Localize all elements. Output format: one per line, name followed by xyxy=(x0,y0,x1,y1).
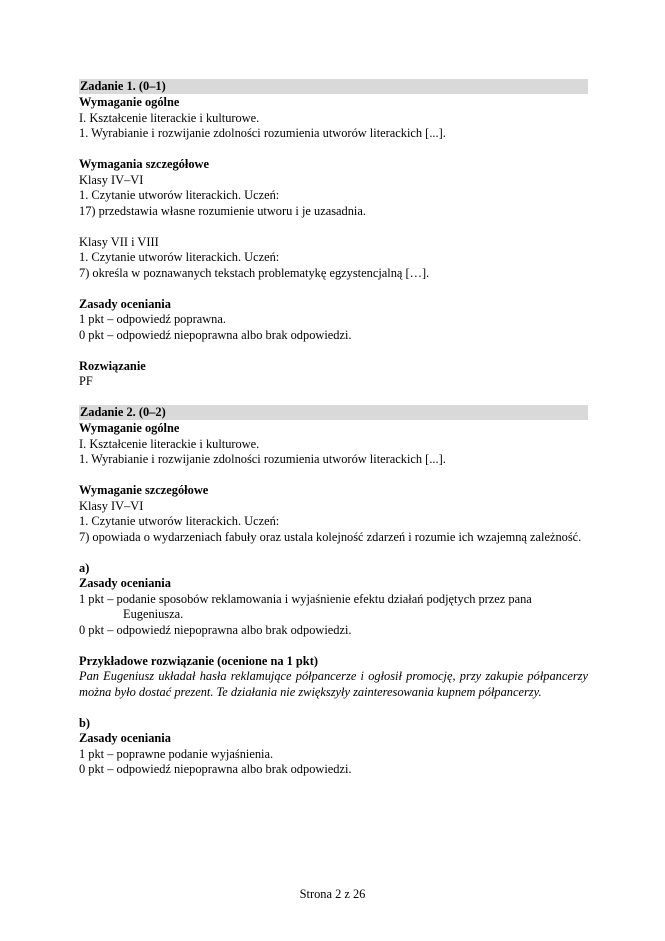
task-1-grade-group-1-line: 17) przedstawia własne rozumienie utworu i je uzasadnia. xyxy=(79,203,366,218)
task-1-solution: PF xyxy=(79,374,93,388)
task-2-detailed-requirement-title: Wymaganie szczegółowe xyxy=(79,483,209,497)
task-2-part-b-scoring-line: 1 pkt – poprawne podanie wyjaśnienia. xyxy=(79,746,274,761)
task-2-part-b-label: b) xyxy=(79,715,91,730)
task-2-part-a-score-0: 0 pkt – odpowiedź niepoprawna albo brak odpowiedzi. xyxy=(79,622,352,637)
task-2 xyxy=(79,405,588,778)
task-2-header: Zadanie 2. (0–2) xyxy=(79,405,588,420)
task-1 xyxy=(79,79,588,390)
task-2-detail-long: 7) opowiada o wydarzeniach fabuły oraz ustala kolejność zdarzeń i rozumie ich wzajemną zależność. xyxy=(79,529,582,544)
task-1-grade-group-2-line: 7) określa w poznawanych tekstach problematykę egzystencjalną […]. xyxy=(79,265,430,280)
task-2-general-requirement-line: I. Kształcenie literackie i kulturowe. xyxy=(79,436,260,451)
task-2-part-a-scoring-title: Zasady oceniania xyxy=(79,576,171,590)
task-1-grade-group-1-line: 1. Czytanie utworów literackich. Uczeń: xyxy=(79,188,280,202)
task-2-part-a-score-1: 1 pkt – podanie sposobów reklamowania i wyjaśnienie efektu działań podjętych przez pana Eugeniusza. xyxy=(79,591,532,621)
page-footer: Strona 2 z 26 xyxy=(299,887,366,901)
task-2-general-requirement-title: Wymaganie ogólne xyxy=(79,421,180,435)
task-2-part-b-scoring-line: 0 pkt – odpowiedź niepoprawna albo brak odpowiedzi. xyxy=(79,762,352,776)
task-2-part-a-example-title: Przykładowe rozwiązanie (ocenione na 1 pkt) xyxy=(79,653,318,668)
task-1-general-requirement-line: 1. Wyrabianie i rozwijanie zdolności rozumienia utworów literackich [...]. xyxy=(79,126,446,140)
task-2-detail-line: 1. Czytanie utworów literackich. Uczeń: xyxy=(79,514,280,528)
task-2-detail-line: Klasy IV–VI xyxy=(79,498,144,513)
task-1-grade-group-1-title: Klasy IV–VI xyxy=(79,172,144,187)
task-1-scoring-line: 1 pkt – odpowiedź poprawna. xyxy=(79,312,226,326)
task-2-part-a-label: a) xyxy=(79,560,90,575)
task-2-general-requirement-line: 1. Wyrabianie i rozwijanie zdolności rozumienia utworów literackich [...]. xyxy=(79,452,446,466)
task-1-detailed-requirements-title: Wymagania szczegółowe xyxy=(79,157,209,171)
task-2-part-a-example-text: Pan Eugeniusz układał hasła reklamujące półpancerze i ogłosił promocję, przy zakupie półpancerzy można było dostać prezent. Te działania nie zwiększyły zainteresowania kupnem półpancerzy. xyxy=(79,669,588,699)
task-1-general-requirement-title: Wymaganie ogólne xyxy=(79,95,180,109)
task-1-scoring-line: 0 pkt – odpowiedź niepoprawna albo brak odpowiedzi. xyxy=(79,327,352,342)
task-1-grade-group-2-title: Klasy VII i VIII xyxy=(79,234,159,249)
task-1-grade-group-2-line: 1. Czytanie utworów literackich. Uczeń: xyxy=(79,250,280,264)
task-1-solution-title: Rozwiązanie xyxy=(79,358,146,373)
task-1-header: Zadanie 1. (0–1) xyxy=(79,79,588,94)
task-1-scoring-title: Zasady oceniania xyxy=(79,296,171,311)
task-1-general-requirement-line: I. Kształcenie literackie i kulturowe. xyxy=(79,110,260,125)
task-2-part-b-scoring-title: Zasady oceniania xyxy=(79,731,171,745)
page-content xyxy=(79,79,588,778)
